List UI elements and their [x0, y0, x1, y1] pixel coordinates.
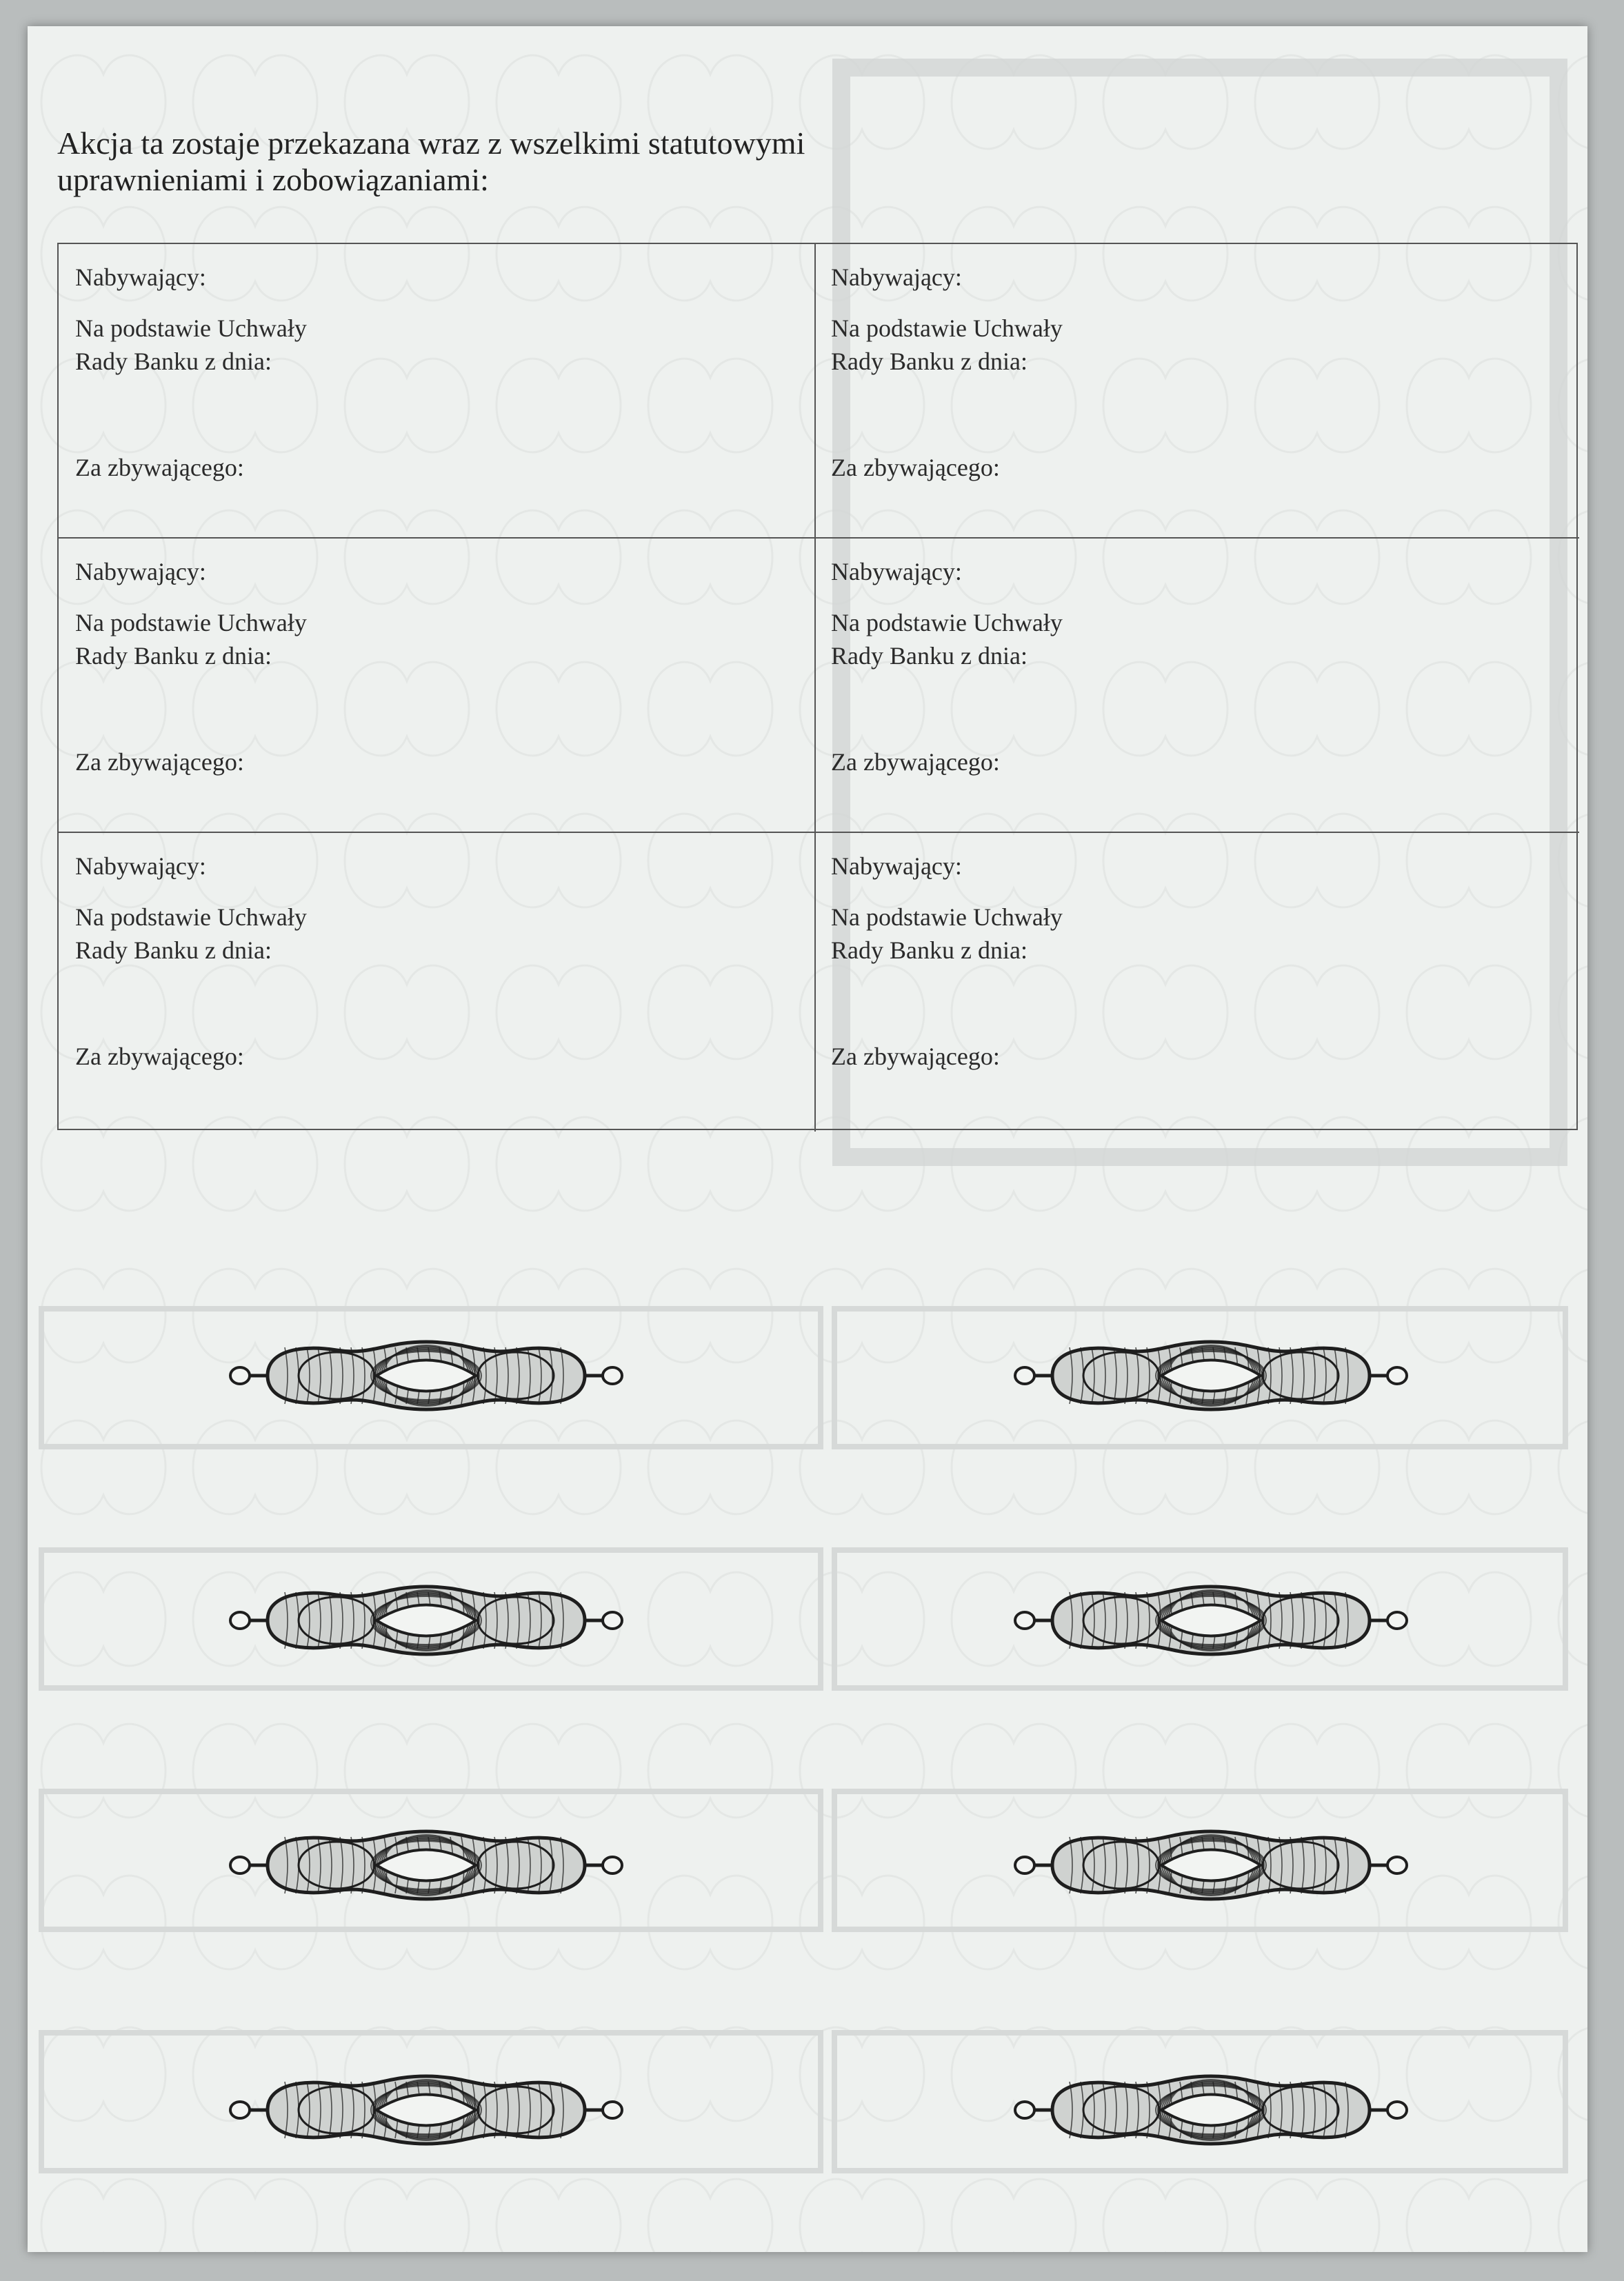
buyer-label: Nabywający: — [831, 263, 962, 291]
endorsement-cell — [59, 833, 816, 1132]
guilloche-ornament-icon — [219, 1582, 633, 1658]
resolution-label: Na podstawie Uchwały — [831, 903, 1063, 931]
resolution-label: Na podstawie Uchwały — [75, 903, 307, 931]
endorsement-cell — [816, 539, 1579, 833]
transfer-statement — [57, 125, 1092, 198]
seller-label: Za zbywającego: — [831, 748, 1000, 776]
resolution-date-label: Rady Banku z dnia: — [75, 642, 272, 670]
resolution-date-label: Rady Banku z dnia: — [75, 348, 272, 375]
seller-label: Za zbywającego: — [75, 748, 244, 776]
guilloche-ornament-icon — [219, 1827, 633, 1903]
guilloche-ornament-icon — [1004, 1827, 1418, 1903]
seller-label: Za zbywającego: — [75, 454, 244, 481]
transfer-statement-line1: Akcja ta zostaje przekazana wraz z wszelkimi statutowymi — [57, 125, 805, 161]
endorsement-table — [57, 243, 1578, 1130]
endorsement-cell — [816, 244, 1579, 539]
guilloche-ornament-icon — [1004, 1582, 1418, 1658]
buyer-label: Nabywający: — [75, 852, 206, 880]
guilloche-ornament-icon — [219, 1338, 633, 1414]
buyer-label: Nabywający: — [831, 558, 962, 585]
buyer-label: Nabywający: — [75, 558, 206, 585]
guilloche-ornament-icon — [219, 2072, 633, 2148]
seller-label: Za zbywającego: — [75, 1043, 244, 1070]
endorsement-cell — [816, 833, 1579, 1132]
endorsement-cell — [59, 244, 816, 539]
resolution-label: Na podstawie Uchwały — [75, 314, 307, 342]
share-certificate-back — [28, 26, 1587, 2252]
transfer-statement-line2: uprawnieniami i zobowiązaniami: — [57, 162, 489, 197]
guilloche-ornament-icon — [1004, 1338, 1418, 1414]
buyer-label: Nabywający: — [831, 852, 962, 880]
buyer-label: Nabywający: — [75, 263, 206, 291]
seller-label: Za zbywającego: — [831, 454, 1000, 481]
resolution-date-label: Rady Banku z dnia: — [831, 936, 1027, 964]
resolution-label: Na podstawie Uchwały — [831, 314, 1063, 342]
resolution-label: Na podstawie Uchwały — [75, 609, 307, 636]
endorsement-cell — [59, 539, 816, 833]
resolution-date-label: Rady Banku z dnia: — [831, 642, 1027, 670]
resolution-date-label: Rady Banku z dnia: — [75, 936, 272, 964]
seller-label: Za zbywającego: — [831, 1043, 1000, 1070]
resolution-date-label: Rady Banku z dnia: — [831, 348, 1027, 375]
guilloche-ornament-icon — [1004, 2072, 1418, 2148]
resolution-label: Na podstawie Uchwały — [831, 609, 1063, 636]
